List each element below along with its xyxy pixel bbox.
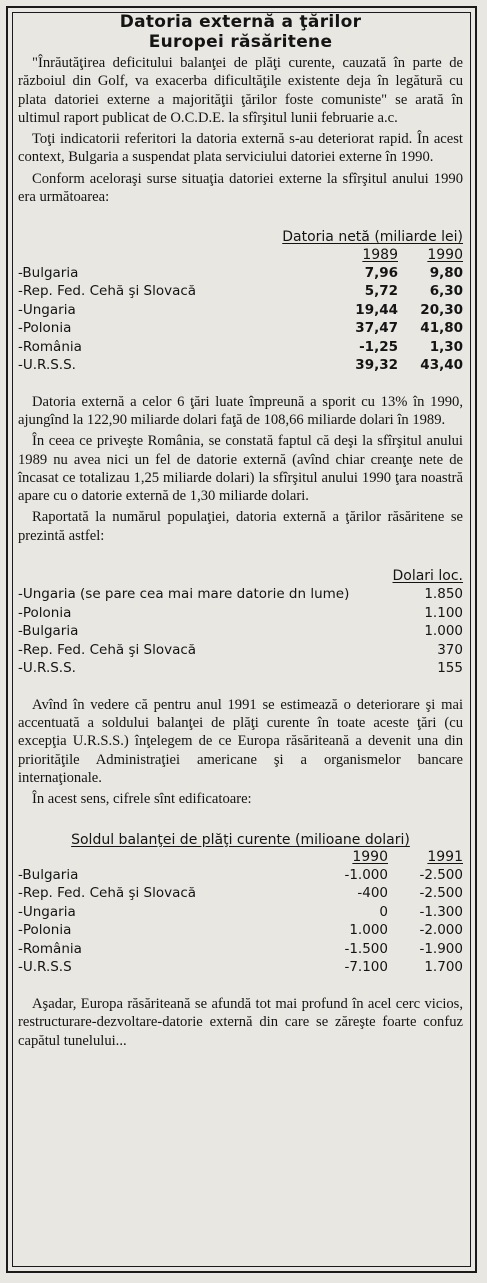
net-debt-table-header (18, 247, 463, 264)
col-1990: 1990 (427, 246, 463, 263)
table-row: -Bulgaria 1.000 (18, 623, 463, 640)
title-line-1: Datoria externă a ţărilor (119, 12, 362, 32)
paragraph-5: În ceea ce priveşte România, se constată faptul că deşi la sfîrşitul anului 1989 nu avea nici un fel de datorie externă (avînd chiar creanţe nete de încasat ce totalizau 1,25 miliarde dolari) la sfîrşitul anului 1990 ţara noastră apare cu o datorie externă de 1,30 miliarde dolari. (18, 433, 463, 505)
title-line-2: Europei răsăritene (148, 32, 333, 52)
article (18, 12, 463, 1053)
article-title (18, 12, 463, 52)
per-capita-table (18, 567, 463, 678)
per-capita-table-title: Dolari loc. (392, 568, 463, 585)
col-1991: 1991 (427, 848, 463, 865)
table-row: -Bulgaria -1.000 -2.500 (18, 866, 463, 883)
paragraph-7: Avînd în vedere că pentru anul 1991 se estimează o deteriorare şi mai accentuată a soldului balanţei de plăţi curente în toate aceste ţări (cu excepţia U.R.S.S.) înţelegem de ce Europa răsăriteană a devenit una din priorităţile Administraţiei americane şi a organismelor bancare internaţionale. (18, 696, 463, 787)
paragraph-2: Toţi indicatorii referitori la datoria externă s-au deteriorat rapid. În acest context, Bulgaria a suspendat plata serviciului datoriei externe în 1990. (18, 131, 463, 166)
table-row: -U.R.S.S -7.100 1.700 (18, 959, 463, 976)
current-account-table-title: Soldul balanţei de plăţi curente (milioane dolari) (71, 831, 410, 848)
table-row: -Ungaria (se pare cea mai mare datorie dn lume) 1.850 (18, 586, 463, 603)
table-row: -Polonia 1.000 -2.000 (18, 922, 463, 939)
current-account-table (18, 831, 463, 977)
paragraph-8: În acest sens, cifrele sînt edificatoare: (32, 791, 252, 808)
net-debt-table-title: Datoria netă (miliarde lei) (282, 229, 463, 246)
net-debt-table (18, 228, 463, 374)
paragraph-1: "Înrăutăţirea deficitului balanţei de plăţi curente, cauzată în parte de războiul din Golf, va exacerba dificultăţile existente deja în legătură cu plata datoriei externe a majorităţii ţărilor foste comuniste" se arată în ultimul raport publicat de O.C.D.E. la sfîrşitul lunii februarie a.c. (18, 55, 463, 126)
table-row: -Ungaria 0 -1.300 (18, 903, 463, 920)
table-row: -Ungaria 19,44 20,30 (18, 301, 463, 318)
paragraph-4: Datoria externă a celor 6 ţări luate împreună a sporit cu 13% în 1990, ajungînd la 122,90 miliarde dolari faţă de 108,66 miliarde dolari în 1989. (18, 393, 463, 428)
col-1989: 1989 (362, 246, 398, 263)
current-account-table-header (18, 849, 463, 866)
table-row: -România -1.500 -1.900 (18, 940, 463, 957)
table-row: -Rep. Fed. Cehă şi Slovacă 370 (18, 641, 463, 658)
table-row: -Rep. Fed. Cehă şi Slovacă 5,72 6,30 (18, 283, 463, 300)
table-row: -Polonia 37,47 41,80 (18, 320, 463, 337)
col-1990: 1990 (352, 848, 388, 865)
table-row: -U.R.S.S. 155 (18, 660, 463, 677)
paragraph-9: Aşadar, Europa răsăriteană se afundă tot mai profund în acel cerc vicios, restructurare-dezvoltare-datorie externă din care se zăreşte foarte confuz capătul tunelului... (18, 995, 463, 1049)
table-row: -Rep. Fed. Cehă şi Slovacă -400 -2.500 (18, 885, 463, 902)
table-row: -Bulgaria 7,96 9,80 (18, 264, 463, 281)
table-row: -U.R.S.S. 39,32 43,40 (18, 357, 463, 374)
paragraph-6: Raportată la numărul populaţiei, datoria externă a ţărilor răsăritene se prezintă astfel: (18, 509, 463, 544)
paragraph-3: Conform aceloraşi surse situaţia datoriei externe la sfîrşitul anului 1990 era următoarea: (18, 170, 463, 206)
table-row: -România -1,25 1,30 (18, 338, 463, 355)
table-row: -Polonia 1.100 (18, 604, 463, 621)
